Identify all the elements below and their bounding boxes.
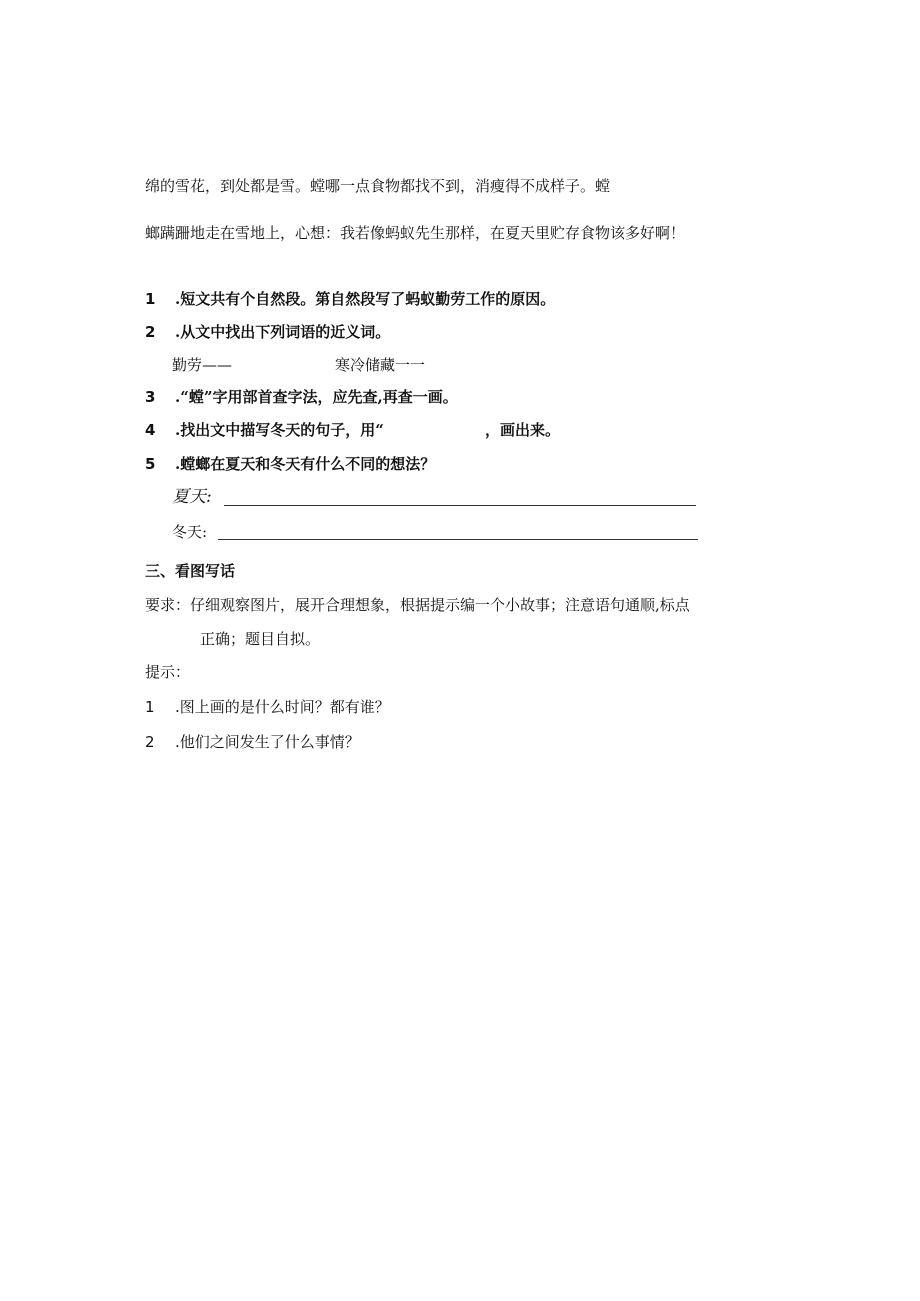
passage-line-1: 绵的雪花，到处都是雪。螳哪一点食物都找不到，消瘦得不成样子。螳 — [145, 177, 611, 195]
hint-text: .图上画的是什么时间？都有谁？ — [175, 698, 390, 716]
passage-line-2: 螂蹒跚地走在雪地上，心想：我若像蚂蚁先生那样，在夏天里贮存食物该多好啊！ — [145, 224, 686, 242]
question-2 — [145, 322, 390, 342]
summer-label: 夏天: — [172, 487, 212, 507]
question-3 — [145, 387, 458, 407]
question-text: .“螳”字用部首查字法，应先查,再查一画。 — [175, 388, 458, 406]
question-text: .短文共有个自然段。第自然段写了蚂蚁勤劳工作的原因。 — [175, 290, 556, 308]
winter-answer-line — [218, 539, 698, 540]
hint-2 — [145, 732, 360, 752]
hint-label: 提示： — [145, 663, 191, 681]
synonym-word-1: 勤劳—— — [172, 356, 233, 374]
question-text: .从文中找出下列词语的近义词。 — [175, 323, 391, 341]
synonym-word-2: 寒冷储藏一一 — [335, 356, 426, 374]
hint-number: 1 — [145, 698, 155, 716]
question-number: 3 — [145, 388, 156, 406]
hint-text: .他们之间发生了什么事情？ — [175, 733, 360, 751]
question-1 — [145, 289, 555, 309]
question-number: 2 — [145, 323, 156, 341]
hint-1 — [145, 697, 390, 717]
requirement-line-1: 要求：仔细观察图片，展开合理想象，根据提示编一个小故事；注意语句通顺,标点 — [145, 596, 690, 614]
requirement-line-2: 正确；题目自拟。 — [200, 630, 321, 648]
hint-number: 2 — [145, 733, 155, 751]
question-number: 5 — [145, 455, 156, 473]
question-4-end: ，画出来。 — [485, 421, 561, 439]
question-number: 1 — [145, 290, 156, 308]
question-text: .找出文中描写冬天的句子，用“ — [175, 421, 384, 439]
question-4 — [145, 420, 384, 440]
summer-answer-line — [224, 505, 696, 506]
question-number: 4 — [145, 421, 156, 439]
question-text: .螳螂在夏天和冬天有什么不同的想法？ — [175, 455, 436, 473]
winter-label: 冬天: — [172, 523, 208, 541]
question-5 — [145, 454, 435, 474]
section-3-title: 三、看图写话 — [145, 562, 236, 580]
